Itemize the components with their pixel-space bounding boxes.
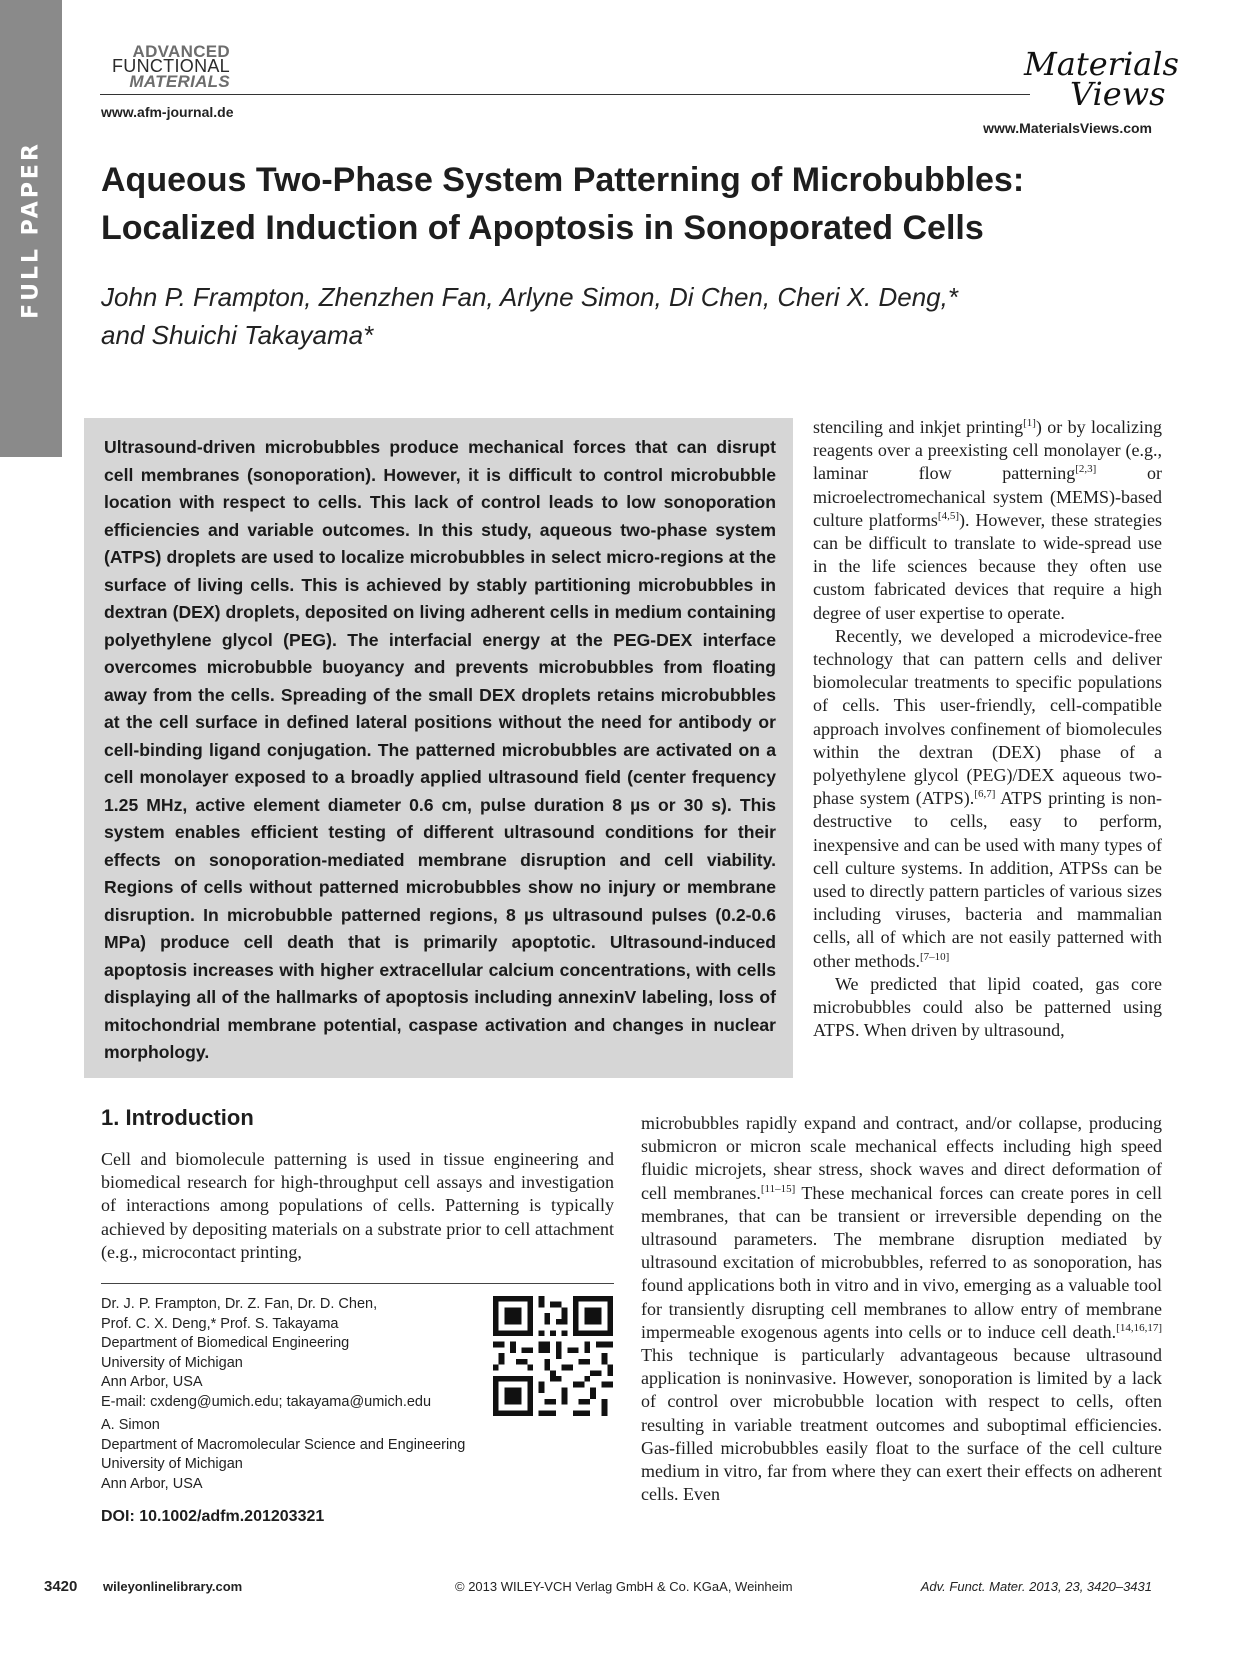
citation-ref[interactable]: [7–10] — [919, 950, 950, 963]
author-list — [101, 278, 1101, 354]
affiliation-line: University of Michigan — [101, 1354, 243, 1371]
affiliation-line: Dr. J. P. Frampton, Dr. Z. Fan, Dr. D. Chen, — [101, 1296, 378, 1312]
body-paragraph — [813, 973, 1162, 1043]
author-line: John P. Frampton, Zhenzhen Fan, Arlyne Simon, Di Chen, Cheri X. Deng,* — [101, 282, 958, 312]
citation-ref[interactable]: [2,3] — [1075, 463, 1097, 476]
publisher-logo-word: Materials — [1024, 45, 1179, 83]
journal-url[interactable]: www.afm-journal.de — [101, 104, 234, 120]
affiliations — [101, 1295, 521, 1494]
author-line: and Shuichi Takayama* — [101, 320, 374, 350]
publisher-logo-word: Views — [1070, 75, 1166, 113]
citation-ref[interactable]: [11–15] — [760, 1182, 796, 1195]
title-line: Localized Induction of Apoptosis in Sonoporated Cells — [101, 209, 984, 247]
affiliation-rule — [101, 1283, 614, 1284]
text-span: or microelectromechanical system (MEMS)-based culture platforms — [813, 463, 1162, 530]
citation-ref[interactable]: [1] — [1023, 417, 1036, 429]
body-paragraph — [813, 416, 1162, 625]
text-span: This technique is particularly advantageous because ultrasound application is noninvasive. However, sonoporation is limited by a lack of control over microbubble location with respect to cells, often resulting in variable treatment outcomes and suboptimal efficiencies. Gas-filled microbubbles easily float to the surface of the cell culture medium in vitro, far from where they can exert their effects on adherent cells. Even — [641, 1345, 1162, 1505]
right-column-bottom — [641, 1112, 1162, 1506]
right-column-top — [813, 416, 1162, 1042]
affiliation-line: Ann Arbor, USA — [101, 1475, 203, 1492]
section-heading: 1. Introduction — [101, 1105, 254, 1130]
page-number: 3420 — [44, 1578, 78, 1595]
body-paragraph — [813, 625, 1162, 973]
citation-ref[interactable]: [14,16,17] — [1116, 1321, 1162, 1334]
journal-logo-line: FUNCTIONAL — [111, 56, 230, 76]
text-span: These mechanical forces can create pores in cell membranes, that can be transient or irreversible depending on the ultrasound parameters. The membrane disruption mediated by ultrasound excitation of microbubbles, referred to as sonoporation, has found applications both in vitro and in vivo, emerging as a valuable tool for transiently disrupting cell membranes to allow entry of membrane impermeable exogenous agents into cells or to induce cell death. — [641, 1182, 1162, 1342]
affiliation-line: Department of Macromolecular Science and Engineering — [101, 1436, 466, 1453]
page-footer — [0, 1578, 1241, 1598]
affiliation-line: Prof. C. X. Deng,* Prof. S. Takayama — [101, 1315, 339, 1332]
journal-logo — [100, 44, 230, 89]
text-span: ATPS printing is non-destructive to cells, easy to perform, inexpensive and can be used with many types of cell culture systems. In addition, ATPSs can be used to directly pattern particles of various sizes including viruses, bacteria and mammalian cells, all of which are not easily patterned with other methods. — [813, 788, 1162, 971]
footer-site-link[interactable]: wileyonlinelibrary.com — [103, 1579, 243, 1594]
footer-citation: Adv. Funct. Mater. 2013, 23, 3420–3431 — [920, 1579, 1152, 1594]
qr-code-icon[interactable] — [493, 1296, 613, 1416]
citation-ref[interactable]: [4,5] — [937, 509, 959, 522]
header-rule — [100, 94, 1030, 95]
text-span: microbubbles rapidly expand and contract, and/or collapse, producing submicron or micron scale mechanical effects including high speed fluidic microjets, shear stress, shock waves and direct deformation of cell membranes. — [641, 1113, 1162, 1203]
title-line: Aqueous Two-Phase System Patterning of Microbubbles: — [101, 161, 1025, 199]
text-span: ) or by localizing reagents over a preexisting cell monolayer (e.g., laminar flow patterning — [813, 417, 1162, 484]
text-span: Recently, we developed a microdevice-free technology that can pattern cells and deliver biomolecular treatments to specific populations of cells. This user-friendly, cell-compatible approach involves confinement of biomolecules within the dextran (DEX) phase of a polyethylene glycol (PEG)/DEX aqueous two-phase system (ATPS). — [813, 625, 1162, 809]
doi[interactable]: DOI: 10.1002/adfm.201203321 — [101, 1508, 325, 1525]
affiliation-line: Ann Arbor, USA — [101, 1374, 203, 1390]
text-span: stenciling and inkjet printing — [813, 417, 1024, 437]
publisher-url[interactable]: www.MaterialsViews.com — [983, 120, 1152, 136]
affiliation-line: Department of Biomedical Engineering — [101, 1335, 350, 1351]
paper-title — [101, 156, 1161, 252]
text-span: ). However, these strategies can be difficult to translate to wide-spread use in the life sciences because they often use custom fabricated devices that require a high degree of user expertise to operate. — [813, 509, 1162, 623]
citation-ref[interactable]: [6,7] — [974, 788, 996, 801]
affiliation-line: University of Michigan — [101, 1456, 243, 1472]
publisher-logo — [1024, 45, 1179, 118]
body-paragraph — [641, 1112, 1162, 1506]
section-tab-label: FULL PAPER — [18, 141, 44, 319]
affiliation-line: A. Simon — [101, 1417, 160, 1433]
text-span: We predicted that lipid coated, gas core microbubbles could also be patterned using ATPS. When driven by ultrasound, — [813, 973, 1162, 1041]
journal-logo-line: ADVANCED — [132, 42, 230, 61]
footer-copyright: © 2013 WILEY-VCH Verlag GmbH & Co. KGaA, Weinheim — [455, 1579, 793, 1594]
intro-paragraph: Cell and biomolecule patterning is used in tissue engineering and biomedical research for high-throughput cell assays and investigation of interactions among populations of cells. Patterning is typically achieved by depositing materials on a substrate prior to cell attachment (e.g., microcontact printing, — [101, 1149, 614, 1262]
email-line[interactable]: E-mail: cxdeng@umich.edu; takayama@umich.edu — [101, 1393, 432, 1410]
journal-logo-line: MATERIALS — [129, 72, 230, 91]
abstract-text: Ultrasound-driven microbubbles produce mechanical forces that can disrupt cell membranes (sonoporation). However, it is difficult to control microbubble location with respect to cells. This lack of control leads to low sonoporation efficiencies and variable outcomes. In this study, aqueous two-phase system (ATPS) droplets are used to localize microbubbles in select micro-regions at the surface of living cells. This is achieved by stably partitioning microbubbles in dextran (DEX) droplets, deposited on living adherent cells in medium containing polyethylene glycol (PEG). The interfacial energy at the PEG-DEX interface overcomes microbubble buoyancy and prevents microbubbles from floating away from the cells. Spreading of the small DEX droplets retains microbubbles at the cell surface in defined lateral positions without the need for antibody or cell-binding ligand conjugation. The patterned microbubbles are activated on a cell monolayer exposed to a broadly applied ultrasound field (center frequency 1.25 MHz, active element diameter 0.6 cm, pulse duration 8 µs or 30 s). This system enables efficient testing of different ultrasound conditions for their effects on sonoporation-mediated membrane disruption and cell viability. Regions of cells without patterned microbubbles show no injury or membrane disruption. In microbubble patterned regions, 8 µs ultrasound pulses (0.2-0.6 MPa) produce cell death that is primarily apoptotic. Ultrasound-induced apoptosis increases with higher extracellular calcium concentrations, with cells displaying all of the hallmarks of apoptosis including annexinV labeling, loss of mitochondrial membrane potential, caspase activation and changes in nuclear morphology. — [104, 437, 776, 1062]
